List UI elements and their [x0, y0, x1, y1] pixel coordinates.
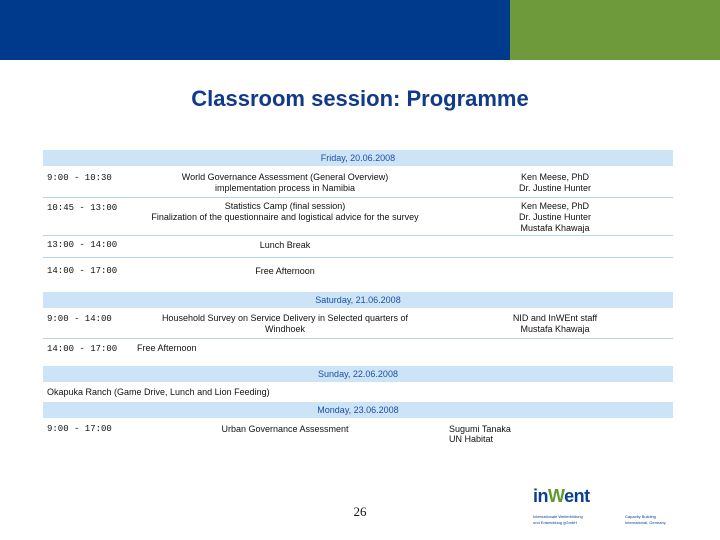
row-separator [43, 197, 673, 198]
session-title: Urban Governance Assessment [221, 424, 349, 434]
row-separator [43, 235, 673, 236]
presenter: Mustafa Khawaja [520, 324, 590, 334]
header-band-blue [0, 0, 510, 60]
logo-text-right: ent [564, 486, 590, 506]
session-title: Statistics Camp (final session) [224, 201, 346, 211]
presenter: Sugumi Tanaka [449, 424, 511, 434]
session-title: Free Afternoon [137, 343, 197, 353]
time-slot: 13:00 - 14:00 [47, 240, 118, 250]
session-title: Free Afternoon [255, 266, 315, 276]
logo-mark: W [548, 486, 565, 506]
time-slot: 9:00 - 17:00 [47, 424, 112, 434]
session-detail: Finalization of the questionnaire and logistical advice for the survey [151, 212, 419, 222]
session-title: Lunch Break [259, 240, 311, 250]
day-header-sunday: Sunday, 22.06.2008 [43, 366, 673, 382]
presenter: Ken Meese, PhD [520, 172, 590, 182]
presenter: Dr. Justine Hunter [518, 212, 592, 222]
time-slot: 10:45 - 13:00 [47, 203, 118, 213]
time-slot: 9:00 - 10:30 [47, 173, 112, 183]
session-detail: Windhoek [264, 324, 306, 334]
session-detail: implementation process in Namibia [214, 183, 356, 193]
time-slot: 14:00 - 17:00 [47, 344, 118, 354]
logo-tagline: und Entwicklung gGmbH [533, 520, 578, 525]
session-title: World Governance Assessment (General Overview) [181, 172, 389, 182]
day-header-friday: Friday, 20.06.2008 [43, 150, 673, 166]
presenter: Dr. Justine Hunter [518, 183, 592, 193]
session-title: Household Survey on Service Delivery in Selected quarters of [161, 313, 409, 323]
day-header-saturday: Saturday, 21.06.2008 [43, 292, 673, 308]
time-slot: 14:00 - 17:00 [47, 266, 118, 276]
row-separator [43, 257, 673, 258]
presenter: Ken Meese, PhD [520, 201, 590, 211]
page-number: 26 [353, 504, 367, 519]
session-title: Okapuka Ranch (Game Drive, Lunch and Lion Feeding) [47, 387, 270, 397]
logo-text-left: in [533, 486, 548, 506]
header-band-green [510, 0, 720, 60]
logo-tagline: Internationale Weiterbildung [533, 514, 583, 519]
day-header-monday: Monday, 23.06.2008 [43, 402, 673, 418]
presenter: NID and InWEnt staff [512, 313, 598, 323]
page-title: Classroom session: Programme [191, 86, 529, 111]
time-slot: 9:00 - 14:00 [47, 314, 112, 324]
presenter: Mustafa Khawaja [520, 223, 590, 233]
logo-tagline: International, Germany [625, 520, 666, 525]
row-separator [43, 338, 673, 339]
logo-tagline: Capacity Building [625, 514, 656, 519]
presenter: UN Habitat [449, 434, 494, 444]
inwent-logo [533, 486, 590, 507]
